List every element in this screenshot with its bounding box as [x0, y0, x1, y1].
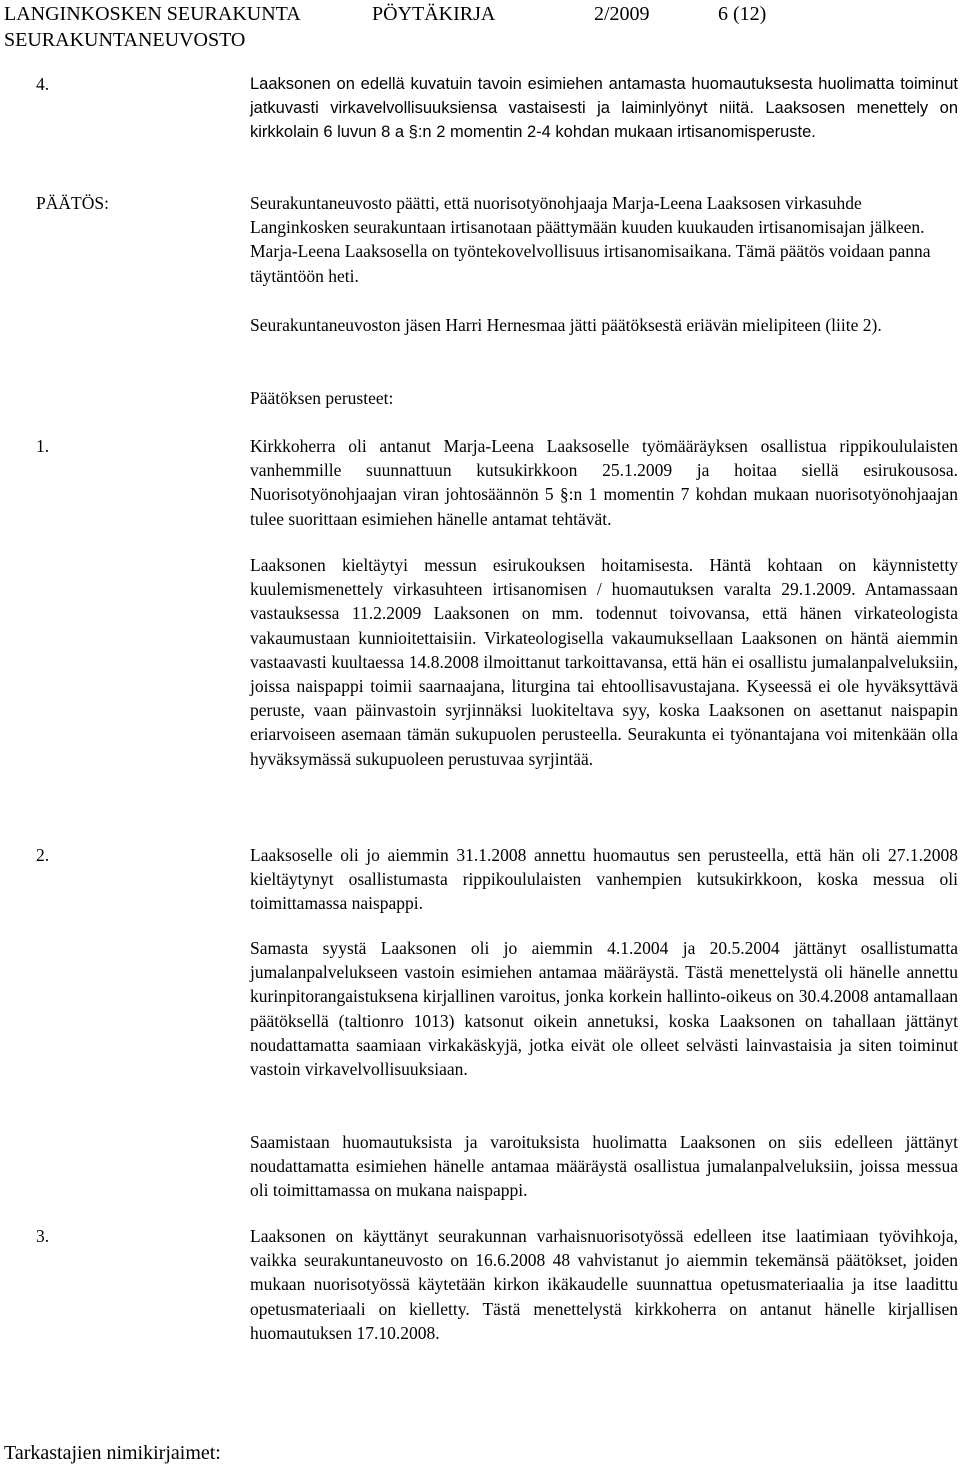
header-body: SEURAKUNTANEUVOSTO	[4, 29, 246, 51]
ground-2-para-1: Laaksoselle oli jo aiemmin 31.1.2008 annettu huomautus sen perusteella, että hän oli 27.1.2008 kieltäytynyt osallistumasta rippikoululaisten vanhempien kutsukirkkoon, koska messua oli toimittamassa naispappi.	[250, 845, 958, 914]
ground-2-para-2: Samasta syystä Laaksonen oli jo aiemmin 4.1.2004 ja 20.5.2004 jättänyt osallistumatta jumalanpalvelukseen vastoin esimiehen antamaa määräystä. Tästä menettelystä oli hänelle annettu kurinpitorangaistuksena kirjallinen varoitus, jonka korkein hallinto-oikeus on 30.4.2008 antamallaan päätöksellä (taltionro 1013) katsonut oikein annetuksi, koska Laaksonen on tahallaan jättänyt noudattamatta saamiaan virkakäskyjä, jotka eivät ole olleet selvästi lainvastaisia ja siten toiminut vastoin virkavelvollisuuksiaan.	[250, 938, 958, 1080]
ground-1-para-1: Kirkkoherra oli antanut Marja-Leena Laaksoselle työmääräyksen osallistua rippikoululaisten vanhemmille suunnattuun kutsukirkkoon 25.1.2009 ja hoitaa siellä esirukousosa. Nuorisotyönohjaajan viran johtosäännön 5 §:n 1 momentin 7 kohdan mukaan nuorisotyönohjaajan tulee suorittaan esimiehen hänelle antamat tehtävät.	[250, 436, 958, 529]
ground-2-para-3: Saamistaan huomautuksista ja varoituksista huolimatta Laaksonen on siis edelleen jättänyt noudattamatta esimiehen hänelle antamaa määräystä osallistua jumalanpalveluksiin, joissa messua oli toimittamassa on mukana naispappi.	[250, 1132, 958, 1201]
item-4-text: Laaksonen on edellä kuvatuin tavoin esimiehen antamasta huomautuksesta huolimatta toiminut jatkuvasti virkavelvollisuuksiensa vastaisesti ja laiminlyönyt niitä. Laaksosen menettely on kirkkolain 6 luvun 8 a §:n 2 momentin 2-4 kohdan mukaan irtisanomisperuste.	[250, 75, 958, 142]
header-doctype: PÖYTÄKIRJA	[372, 3, 496, 25]
header-org: LANGINKOSKEN SEURAKUNTA	[4, 3, 301, 25]
header-number: 2/2009	[594, 3, 650, 25]
decision-label: PÄÄTÖS:	[36, 193, 109, 213]
ground-3-para-1: Laaksonen on käyttänyt seurakunnan varhaisnuorisotyössä edelleen itse laatimiaan työvihkoja, vaikka seurakuntaneuvosto on 16.6.2008 48 vahvistanut jo aiemmin tekemänsä päätökset, joiden mukaan nuorisotyössä käytetään kirkon ikäkaudelle suunnattua opetusmateriaalia ja itse laadittu opetusmateriaali on kielletty. Tästä menettelystä kirkkoherra on antanut hänelle kirjallisen huomautuksen 17.10.2008.	[250, 1226, 958, 1343]
grounds-heading: Päätöksen perusteet:	[250, 388, 394, 408]
ground-1-number: 1.	[36, 436, 50, 456]
header-page: 6 (12)	[718, 3, 767, 25]
decision-text: Seurakuntaneuvosto päätti, että nuorisotyönohjaaja Marja-Leena Laaksosen virkasuhde Langinkosken seurakuntaan irtisanotaan päättymään kuuden kuukauden irtisanomisajan jälkeen. Marja-Leena Laaksosella on työntekovelvollisuus irtisanomisaikana. Tämä päätös voidaan panna täytäntöön heti.	[250, 193, 931, 286]
ground-3-number: 3.	[36, 1226, 50, 1246]
item-4-number: 4.	[36, 74, 50, 94]
ground-2-number: 2.	[36, 845, 50, 865]
ground-1-para-2: Laaksonen kieltäytyi messun esirukouksen hoitamisesta. Häntä kohtaan on käynnistetty kuulemismenettely virkasuhteen irtisanomisen / huomautuksen varalta 29.1.2009. Antamassaan vastauksessa 11.2.2009 Laaksonen on mm. todennut toivovansa, että hänen virkateologista vakaumustaan kunnioitettaisiin. Virkateologisella vakaumuksellaan Laaksonen on häntä aiemmin vastaavasti kuultaessa 14.8.2008 ilmoittanut tarkoittavansa, että hän ei osallistu jumalanpalveluksiin, joissa naispappi toimii saarnaajana, liturgina tai ehtoollisavustajana. Kyseessä ei ole hyväksyttävä peruste, vaan päinvastoin syrjinnäksi luokiteltava syy, koska Laaksonen on asettanut naispapin eriarvoiseen asemaan tämän sukupuolen perusteella. Seurakunta ei työnantajana voi mitenkään olla hyväksymässä sukupuoleen perustuvaa syrjintää.	[250, 555, 958, 769]
footer-initials-label: Tarkastajien nimikirjaimet:	[4, 1442, 221, 1464]
dissent-text: Seurakuntaneuvoston jäsen Harri Hernesmaa jätti päätöksestä eriävän mielipiteen (liite 2).	[250, 315, 882, 335]
